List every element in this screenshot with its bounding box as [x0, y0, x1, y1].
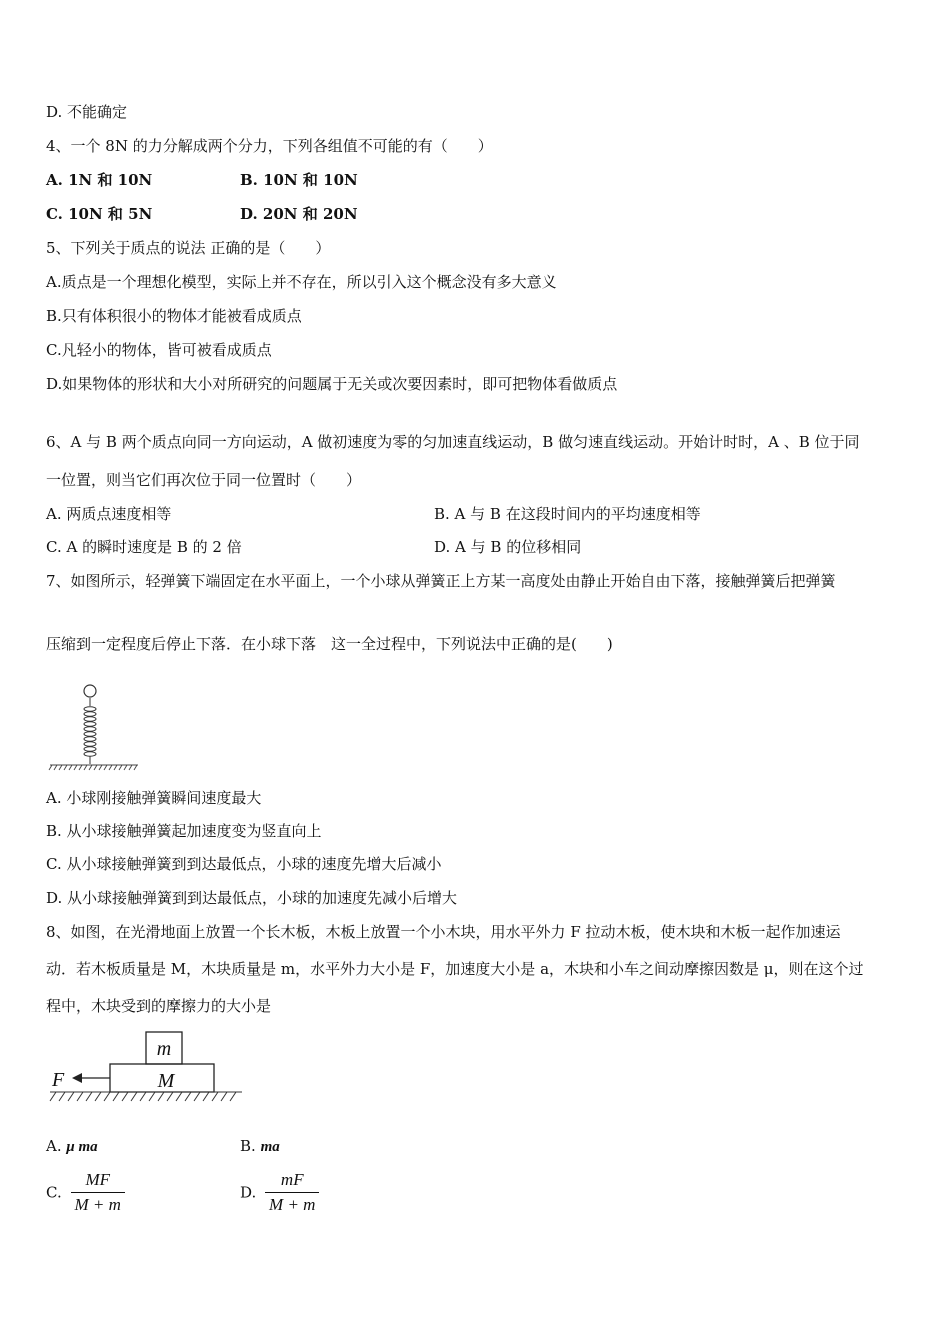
force-label: F [52, 1069, 65, 1091]
q6-stem-line2: 一位置，则当它们再次位于同一位置时（ ） [46, 471, 362, 489]
q8-option-c-numerator: MF [71, 1170, 125, 1193]
ground-hatch [50, 1092, 242, 1101]
q8-stem-line2: 动．若木板质量是 M，木块质量是 m，水平外力大小是 F，加速度大小是 a，木块和小车之间动摩擦因数是 μ，则在这个过 [46, 960, 864, 978]
q8-option-b [240, 1136, 280, 1157]
q8-stem-line1: 8、如图，在光滑地面上放置一个长木板，木板上放置一个小木块，用水平外力 F 拉动木板，使木块和木板一起作加速运 [46, 923, 841, 941]
q7-option-d: D. 从小球接触弹簧到到达最低点，小球的加速度先减小后增大 [46, 889, 458, 907]
q8-option-c-fraction [71, 1170, 125, 1215]
q8-option-d-fraction [265, 1170, 319, 1215]
q8-option-c-denominator: M + m [74, 1195, 121, 1214]
q4-option-d: D. 20N 和 20N [240, 205, 358, 223]
q5-option-b: B.只有体积很小的物体才能被看成质点 [46, 307, 302, 325]
q8-option-c-label: C. [46, 1183, 62, 1202]
q7-option-a: A. 小球刚接触弹簧瞬间速度最大 [46, 789, 262, 807]
q6-option-b: B. A 与 B 在这段时间内的平均速度相等 [434, 505, 701, 523]
q7-stem-line1: 7、如图所示，轻弹簧下端固定在水平面上，一个小球从弹簧正上方某一高度处由静止开始自由下落，接触弹簧后把弹簧 [46, 572, 836, 590]
q5-option-a: A.质点是一个理想化模型，实际上并不存在，所以引入这个概念没有多大意义 [46, 273, 557, 291]
q5-stem: 5、下列关于质点的说法 正确的是（ ） [46, 239, 331, 257]
q3-option-d: D. 不能确定 [46, 103, 128, 121]
arrow-head-icon [72, 1073, 82, 1083]
q6-stem-line1: 6、A 与 B 两个质点向同一方向运动，A 做初速度为零的匀加速直线运动，B 做匀速直线运动。开始计时时，A 、B 位于同 [46, 433, 860, 451]
big-block-label: M [157, 1070, 175, 1092]
q6-option-a: A. 两质点速度相等 [46, 505, 172, 523]
q8-option-a [46, 1136, 98, 1157]
q8-option-d [240, 1170, 319, 1215]
block-board-figure [46, 1026, 246, 1110]
q4-stem: 4、一个 8N 的力分解成两个分力，下列各组值不可能的有（ ） [46, 137, 493, 155]
spring-icon [84, 707, 96, 756]
q8-option-d-numerator: mF [265, 1170, 319, 1193]
q4-option-b: B. 10N 和 10N [240, 171, 358, 189]
q4-option-c: C. 10N 和 5N [46, 205, 153, 223]
q8-option-a-label: A. [46, 1137, 62, 1155]
q4-option-a: A. 1N 和 10N [46, 171, 153, 189]
q6-option-d: D. A 与 B 的位移相同 [434, 538, 582, 556]
q5-option-c: C.凡轻小的物体，皆可被看成质点 [46, 341, 272, 359]
q8-option-b-expr: ma [260, 1139, 280, 1155]
q7-option-b: B. 从小球接触弹簧起加速度变为竖直向上 [46, 822, 322, 840]
q8-stem-line3: 程中，木块受到的摩擦力的大小是 [46, 997, 272, 1015]
q8-option-b-label: B. [240, 1137, 256, 1155]
q8-option-c [46, 1170, 125, 1215]
small-block-label: m [156, 1038, 172, 1060]
q8-option-d-label: D. [240, 1183, 257, 1202]
q6-option-c: C. A 的瞬时速度是 B 的 2 倍 [46, 538, 242, 556]
q8-option-a-expr: μ ma [66, 1139, 98, 1155]
ball-icon [84, 685, 96, 697]
q5-option-d: D.如果物体的形状和大小对所研究的问题属于无关或次要因素时，即可把物体看做质点 [46, 375, 618, 393]
q7-stem-line2: 压缩到一定程度后停止下落．在小球下落 这一全过程中，下列说法中正确的是( ) [46, 635, 613, 653]
q8-option-d-denominator: M + m [269, 1195, 316, 1214]
spring-ball-figure [46, 682, 142, 774]
q7-option-c: C. 从小球接触弹簧到到达最低点，小球的速度先增大后减小 [46, 855, 442, 873]
ground-hatch [49, 765, 138, 770]
